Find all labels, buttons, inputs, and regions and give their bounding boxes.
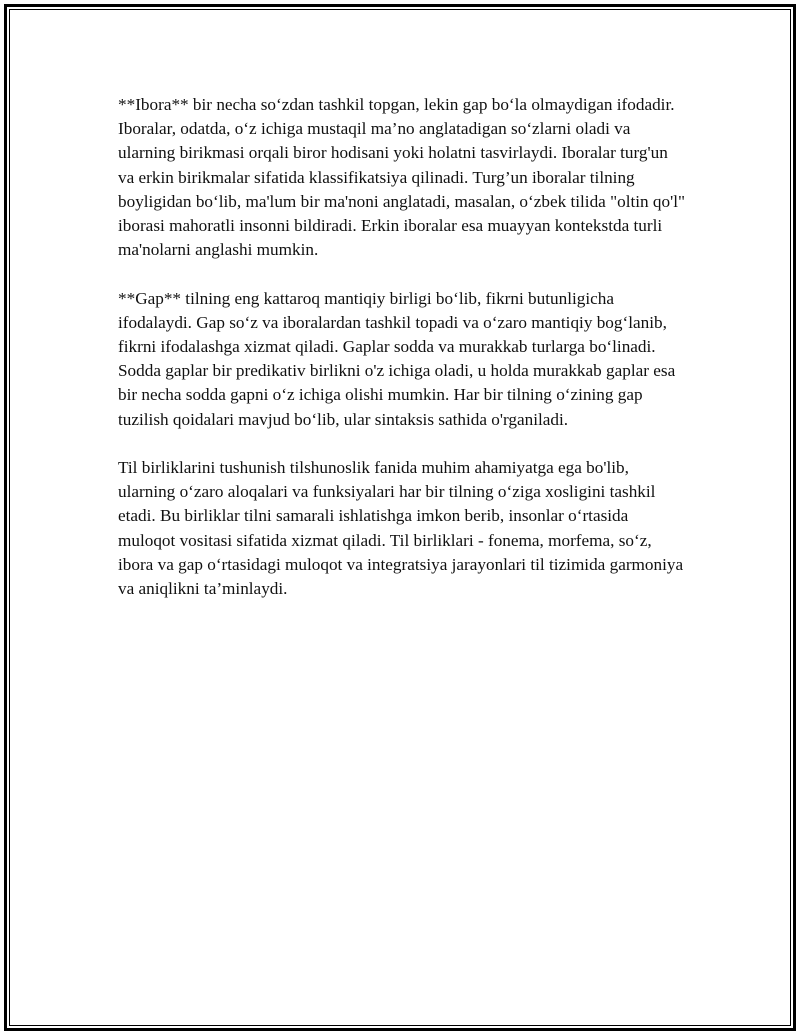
paragraph-til-birliklari: Til birliklarini tushunish tilshunoslik fanida muhim ahamiyatga ega bo'lib, ularning o‘zaro aloqalari va funksiyalari har bir tilning o‘ziga xosligini tashkil etadi. Bu birliklar tilni samarali ishlatishga imkon berib, insonlar o‘rtasida muloqot vositasi sifatida xizmat qiladi. Til birliklari - fonema, morfema, so‘z, ibora va gap o‘rtasidagi muloqot va integratsiya jarayonlari til tizimida garmoniya va aniqlikni ta’minlaydi. (118, 458, 684, 599)
paragraph-gap: **Gap** tilning eng kattaroq mantiqiy birligi bo‘lib, fikrni butunligicha ifodalaydi. Gap so‘z va iboralardan tashkil topadi va o‘zaro mantiqiy bog‘lanib, fikrni ifodalashga xizmat qiladi. Gaplar sodda va murakkab turlarga bo‘linadi. Sodda gaplar bir predikativ birlikni o'z ichiga oladi, u holda murakkab gaplar esa bir necha sodda gapni o‘z ichiga olishi mumkin. Har bir tilning o‘zining gap tuzilish qoidalari mavjud bo‘lib, ular sintaksis sathida o'rganiladi. (118, 288, 676, 429)
paragraph-ibora: **Ibora** bir necha so‘zdan tashkil topgan, lekin gap bo‘la olmaydigan ifodadir. Iboralar, odatda, o‘z ichiga mustaqil ma’no anglatadigan so‘zlarni oladi va ularning birikmasi orqali biror hodisani yoki holatni tasvirlaydi. Iboralar turg'un va erkin birikmalar sifatida klassifikatsiya qilinadi. Turg’un iboralar tilning boyligidan bo‘lib, ma'lum bir ma'noni anglatadi, masalan, o‘zbek tilida "oltin qo'l" iborasi mahoratli insonni bildiradi. Erkin iboralar esa muayyan kontekstda turli ma'nolarni anglashi mumkin. (118, 95, 686, 260)
document-body (118, 93, 688, 625)
